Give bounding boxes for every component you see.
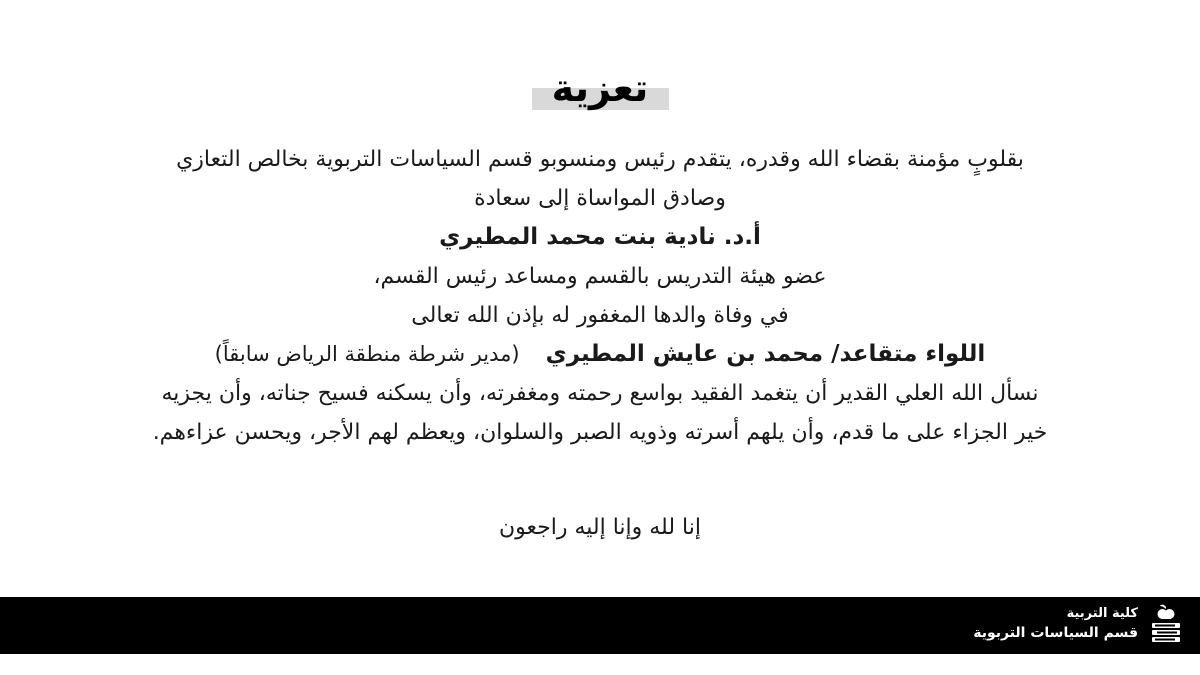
body-line-8: خير الجزاء على ما قدم، وأن يلهم أسرته وذويه الصبر والسلوان، ويعظم لهم الأجر، ويحسن عزاءهم. [152, 420, 1048, 445]
page-title: تعزية [551, 66, 649, 110]
closing-verse: إنا لله وإنا إليه راجعون [499, 515, 701, 540]
title-block [0, 60, 1200, 120]
deceased-note: (مدير شرطة منطقة الرياض سابقاً) [214, 342, 520, 366]
footer-department: قسم السياسات التربوية [973, 625, 1138, 641]
honoree-name: أ.د. نادية بنت محمد المطيري [439, 224, 761, 250]
deceased-name: اللواء متقاعد/ محمد بن عايش المطيري [545, 341, 986, 367]
footer-bar [0, 597, 1200, 654]
body-line-1: بقلوبٍ مؤمنة بقضاء الله وقدره، يتقدم رئيس ومنسوبو قسم السياسات التربوية بخالص التعازي [176, 147, 1024, 172]
body-line-5: في وفاة والدها المغفور له بإذن الله تعالى [411, 303, 789, 328]
footer-college: كلية التربية [1066, 606, 1138, 621]
footer-text [973, 605, 1138, 643]
body-line-4: عضو هيئة التدريس بالقسم ومساعد رئيس القسم، [373, 264, 827, 289]
apple-books-icon [1150, 603, 1182, 647]
body-line-2: وصادق المواساة إلى سعادة [474, 186, 726, 211]
body-line-7: نسأل الله العلي القدير أن يتغمد الفقيد بواسع رحمته ومغفرته، وأن يسكنه فسيح جناته، وأن يجزيه [161, 381, 1039, 406]
condolence-body [60, 140, 1140, 452]
deceased-line [60, 335, 1140, 374]
